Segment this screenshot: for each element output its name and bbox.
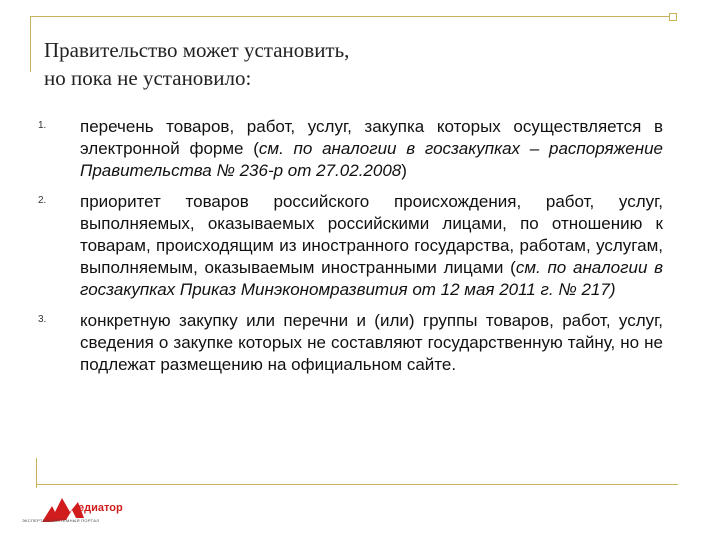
list-item-text: конкретную закупку или перечни и (или) группы товаров, работ, услуг, сведения о закупке которых не составляют государственную тайну, но не подлежат размещению на официальном сайте. <box>80 311 663 374</box>
logo-subtitle: ЭКСПЕРТНО-СИСТЕМНЫЙ ПОРТАЛ <box>22 518 100 523</box>
list-item <box>38 310 663 376</box>
list-number: 1. <box>38 120 47 131</box>
numbered-list <box>38 116 663 385</box>
logo-text: едиатор <box>78 502 123 514</box>
frame-top-line <box>30 16 676 17</box>
frame-bottom-left-line <box>36 458 37 488</box>
list-item <box>38 116 663 182</box>
reference-italic: см. по аналогии в госзакупках – распоряжение Правительства № 236-р от 27.02.2008 <box>80 139 663 180</box>
reference-italic: см. по аналогии в госзакупках Приказ Минэкономразвития от 12 мая 2011 г. № 217) <box>80 258 664 299</box>
list-number: 3. <box>38 314 47 325</box>
list-number: 2. <box>38 195 47 206</box>
list-item-text: перечень товаров, работ, услуг, закупка которых осуществляется в электронной форме (см. по аналогии в госзакупках – распоряжение Правительства № 236-р от 27.02.2008) <box>80 117 663 180</box>
frame-bottom-line <box>36 484 678 485</box>
frame-left-line <box>30 16 45 72</box>
frame-corner-square <box>669 13 677 21</box>
list-item <box>38 191 663 301</box>
title-line-1: Правительство может установить, <box>44 38 350 62</box>
title-line-2: но пока не установило: <box>44 66 252 90</box>
list-item-text: приоритет товаров российского происхождения, работ, услуг, выполняемых, оказываемых российскими лицами, по отношению к товарам, происходящим из иностранного государства, работам, услугам, выполняемым, оказываемым иностранными лицами (см. по аналогии в госзакупках Приказ Минэкономразвития от 12 мая 2011 г. № 217) <box>80 192 664 299</box>
slide-title <box>44 36 664 92</box>
